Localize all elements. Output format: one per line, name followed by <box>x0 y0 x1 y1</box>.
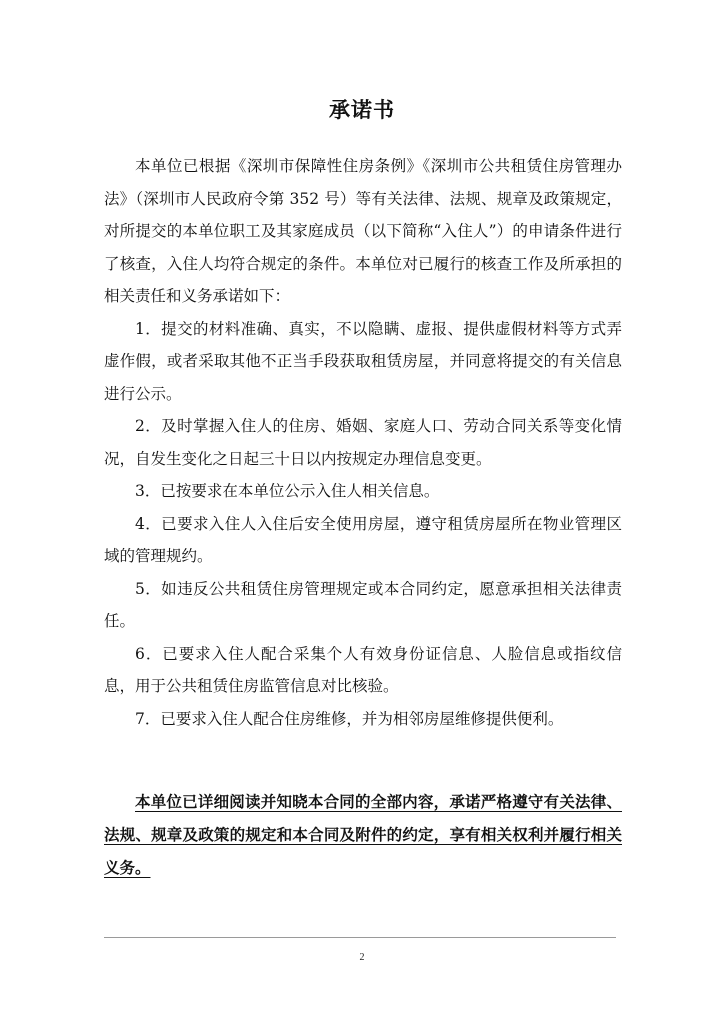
page-title: 承诺书 <box>329 98 395 122</box>
footer-divider <box>104 937 616 938</box>
page-number: 2 <box>359 952 365 963</box>
commitment-statement <box>104 786 622 885</box>
intro-paragraph: 本单位已根据《深圳市保障性住房条例》《深圳市公共租赁住房管理办法》（深圳市人民政府令第 352 号）等有关法律、法规、规章及政策规定，对所提交的本单位职工及其家庭成员（以下简称“入住人”）的申请条件进行了核查，入住人均符合规定的条件。本单位对已履行的核查工作及所承担的相关责任和义务承诺如下： <box>104 157 622 305</box>
commitment-item-5: 5．如违反公共租赁住房管理规定或本合同约定，愿意承担相关法律责任。 <box>104 579 622 630</box>
commitment-item-7: 7．已要求入住人配合住房维修，并为相邻房屋维修提供便利。 <box>135 709 564 728</box>
commitment-item-6: 6．已要求入住人配合采集个人有效身份证信息、人脸信息或指纹信息，用于公共租赁住房监管信息对比核验。 <box>104 644 622 695</box>
commitment-statement-text: 本单位已详细阅读并知晓本合同的全部内容，承诺严格遵守有关法律、法规、规章及政策的规定和本合同及附件的约定，享有相关权利并履行相关义务。 <box>104 793 622 877</box>
commitment-item-1: 1．提交的材料准确、真实，不以隐瞒、虚报、提供虚假材料等方式弄虚作假，或者采取其他不正当手段获取租赁房屋，并同意将提交的有关信息进行公示。 <box>104 319 622 403</box>
commitment-item-4: 4．已要求入住人入住后安全使用房屋，遵守租赁房屋所在物业管理区域的管理规约。 <box>104 514 622 565</box>
commitment-item-3: 3．已按要求在本单位公示入住人相关信息。 <box>135 482 440 500</box>
body-text <box>104 150 622 735</box>
commitment-item-2: 2．及时掌握入住人的住房、婚姻、家庭人口、劳动合同关系等变化情况，自发生变化之日起三十日以内按规定办理信息变更。 <box>104 417 622 468</box>
